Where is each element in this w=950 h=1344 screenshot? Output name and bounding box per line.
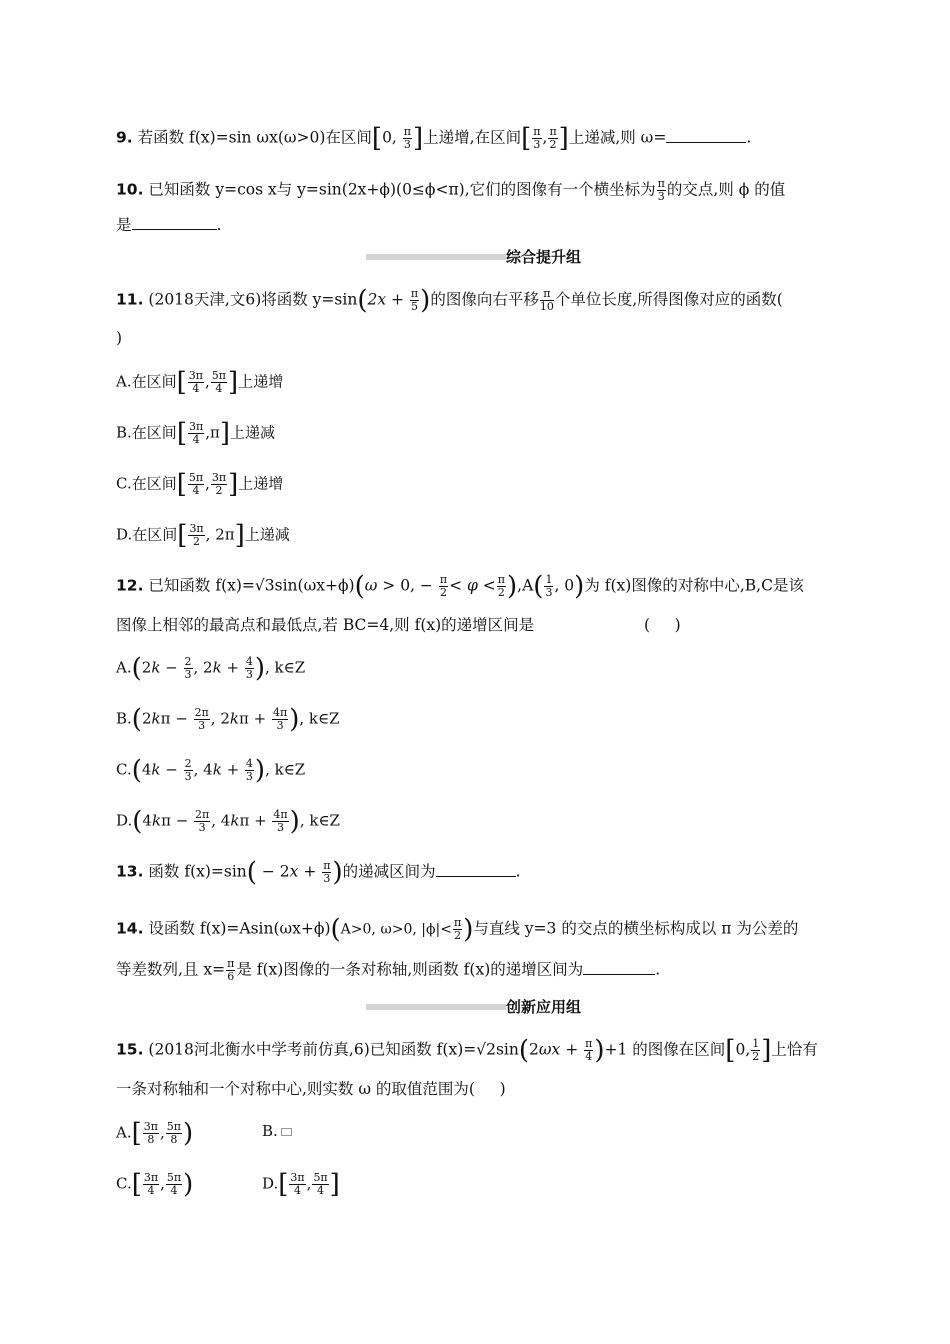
question-text: +1 的图像在区间 <box>604 1040 726 1059</box>
question-number: 12. <box>116 576 144 595</box>
broken-image-icon <box>281 1128 292 1136</box>
option-label: A. <box>116 372 132 391</box>
punctuation: . <box>515 862 521 881</box>
question-15-line2 <box>116 1079 834 1099</box>
answer-paren[interactable]: ( ) <box>644 616 681 634</box>
option-b[interactable]: B.在区间[ $\frac{3\pi}{4}$ ,π]上递减 <box>116 418 276 449</box>
question-11: 11. (2018天津,文6)将函数 y=sin(2x + $\frac{\pi}{5}$ )的图像向右平移 $\frac{\pi}{10}$ 个单位长度,所得图像对应的函数( <box>116 285 783 316</box>
question-text: 设函数 f(x)=Asin(ωx+ϕ) <box>148 919 331 938</box>
punctuation: ) <box>116 329 123 347</box>
question-9: 9. 若函数 f(x)=sin ωx(ω>0)在区间[0, $\frac{\pi}{3}$ ]上递增,在区间[ $\frac{\pi}{3}$ , $\frac{\pi}{2}$ ]上递减,则 ω= . <box>116 123 752 154</box>
question-text: ,A <box>517 576 534 595</box>
question-text: 图像上相邻的最高点和最低点,若 BC=4,则 f(x)的递增区间是 <box>116 616 535 634</box>
answer-blank[interactable] <box>436 862 516 877</box>
option-text: 上递增 <box>238 372 284 391</box>
option-label: A. <box>116 658 132 677</box>
question-text: 是 <box>116 216 132 234</box>
question-11-line2 <box>116 328 834 348</box>
section-header-innovation <box>366 996 586 1016</box>
question-10-line2 <box>116 215 834 235</box>
option-label: B. <box>262 1122 278 1140</box>
option-a[interactable]: A.[ $\frac{3\pi}{8}$ , $\frac{5\pi}{8}$ ) <box>116 1118 194 1149</box>
question-text: 是 f(x)图像的一条对称轴,则函数 f(x)的递增区间为 <box>236 960 584 979</box>
question-text: 一条对称轴和一个对称中心,则实数 ω 的取值范围为( ) <box>116 1080 506 1098</box>
question-text: 已知函数 y=cos x与 y=sin(2x+ϕ)(0≤ϕ<π),它们的图像有一个横坐标为 <box>148 180 656 199</box>
option-b[interactable] <box>262 1121 292 1141</box>
section-bar <box>366 254 506 260</box>
question-14: 14. 设函数 f(x)=Asin(ωx+ϕ)(A>0, ω>0, |ϕ|< $\frac{\pi}{2}$ )与直线 y=3 的交点的横坐标构成以 π 为公差的 <box>116 914 799 945</box>
question-text: 上递减,则 ω= <box>568 128 667 147</box>
question-text: 个单位长度,所得图像对应的函数( <box>554 290 783 309</box>
option-text: 在区间 <box>131 423 177 442</box>
question-text: 为 f(x)图像的对称中心,B,C是该 <box>584 576 804 595</box>
answer-blank[interactable] <box>132 215 217 230</box>
option-text: , k∈Z <box>299 709 340 728</box>
option-text: 在区间 <box>131 474 177 493</box>
question-text: 与直线 y=3 的交点的横坐标构成以 π 为公差的 <box>473 919 799 938</box>
question-13: 13. 函数 f(x)=sin( − 2x + $\frac{\pi}{3}$ )的递减区间为 . <box>116 857 521 888</box>
option-label: B. <box>116 423 132 442</box>
option-text: 上递减 <box>244 525 290 544</box>
option-a[interactable]: A.(2k − $\frac{2}{3}$ , 2k + $\frac{4}{3}$ ), k∈Z <box>116 653 306 684</box>
option-text: 上递减 <box>230 423 276 442</box>
option-d[interactable]: D.(4kπ − $\frac{2\pi}{3}$ , 4kπ + $\frac{4\pi}{3}$ ), k∈Z <box>116 806 340 837</box>
question-text: 的图像向右平移 <box>430 290 539 309</box>
question-text: 函数 f(x)=sin <box>148 862 247 881</box>
option-label: D. <box>262 1174 279 1193</box>
punctuation: . <box>216 216 222 234</box>
option-text: , k∈Z <box>299 811 340 830</box>
option-label: C. <box>116 474 132 493</box>
section-header-comprehensive <box>366 246 586 266</box>
question-14-line2: 等差数列,且 x= $\frac{\pi}{6}$ 是 f(x)图像的一条对称轴,则函数 f(x)的递增区间为 . <box>116 957 661 983</box>
option-label: C. <box>116 760 132 779</box>
question-12: 12. 已知函数 f(x)=√3sin(ωx+ϕ)(ω > 0, − $\frac{\pi}{2}$ < φ < $\frac{\pi}{2}$ ),A( $\frac{1}{3}$ , 0)为 f(x)图像的对称中心,B,C是该 <box>116 571 804 602</box>
question-number: 13. <box>116 862 144 881</box>
option-label: D. <box>116 811 133 830</box>
question-text: 上恰有 <box>771 1040 818 1059</box>
option-d[interactable]: D.[ $\frac{3\pi}{4}$ , $\frac{5\pi}{4}$ ] <box>262 1169 340 1200</box>
option-text: 在区间 <box>131 372 177 391</box>
option-text: , k∈Z <box>264 658 306 677</box>
option-c[interactable]: C.(4k − $\frac{2}{3}$ , 4k + $\frac{4}{3}$ ), k∈Z <box>116 755 306 786</box>
question-text: 已知函数 f(x)=√3sin(ωx+ϕ) <box>148 576 355 595</box>
option-label: B. <box>116 709 132 728</box>
option-a[interactable]: A.在区间[ $\frac{3\pi}{4}$ , $\frac{5\pi}{4}$ ]上递增 <box>116 367 284 398</box>
question-15: 15. (2018河北衡水中学考前仿真,6)已知函数 f(x)=√2sin(2ωx + $\frac{\pi}{4}$ )+1 的图像在区间[0, $\frac{1}{2}$ ]上恰有 <box>116 1035 818 1066</box>
question-number: 15. <box>116 1040 144 1059</box>
option-text: 在区间 <box>132 525 178 544</box>
option-d[interactable]: D.在区间[ $\frac{3\pi}{2}$ , 2π]上递减 <box>116 520 290 551</box>
question-number: 11. <box>116 290 144 309</box>
option-c[interactable]: C.[ $\frac{3\pi}{4}$ , $\frac{5\pi}{4}$ ) <box>116 1169 194 1200</box>
question-number: 9. <box>116 128 133 147</box>
question-10: 10. 已知函数 y=cos x与 y=sin(2x+ϕ)(0≤ϕ<π),它们的图像有一个横坐标为 $\frac{\pi}{3}$ 的交点,则 ϕ 的值 <box>116 177 786 203</box>
question-text: 的递减区间为 <box>342 862 436 881</box>
question-text: 的交点,则 ϕ 的值 <box>666 180 786 199</box>
section-title: 综合提升组 <box>506 248 582 266</box>
question-number: 14. <box>116 919 144 938</box>
answer-blank[interactable] <box>583 960 655 975</box>
section-title: 创新应用组 <box>506 998 582 1016</box>
option-label: C. <box>116 1174 132 1193</box>
question-text: 上递增,在区间 <box>423 128 522 147</box>
question-text: 若函数 f(x)=sin ωx(ω>0)在区间 <box>137 128 372 147</box>
punctuation: . <box>655 960 661 979</box>
question-number: 10. <box>116 180 144 199</box>
option-c[interactable]: C.在区间[ $\frac{5\pi}{4}$ , $\frac{3\pi}{2}$ ]上递增 <box>116 469 284 500</box>
option-label: D. <box>116 525 133 544</box>
option-label: A. <box>116 1123 132 1142</box>
option-text: 上递增 <box>238 474 284 493</box>
question-text: (2018天津,文6)将函数 y=sin <box>148 290 358 309</box>
answer-blank[interactable] <box>666 128 746 143</box>
option-text: , k∈Z <box>265 760 306 779</box>
option-b[interactable]: B.(2kπ − $\frac{2\pi}{3}$ , 2kπ + $\frac{4\pi}{3}$ ), k∈Z <box>116 704 340 735</box>
question-text: (2018河北衡水中学考前仿真,6)已知函数 f(x)=√2sin <box>148 1040 519 1059</box>
question-12-line2 <box>116 615 834 635</box>
question-text: 等差数列,且 x= <box>116 960 226 979</box>
section-bar <box>366 1004 506 1010</box>
punctuation: . <box>746 128 752 147</box>
